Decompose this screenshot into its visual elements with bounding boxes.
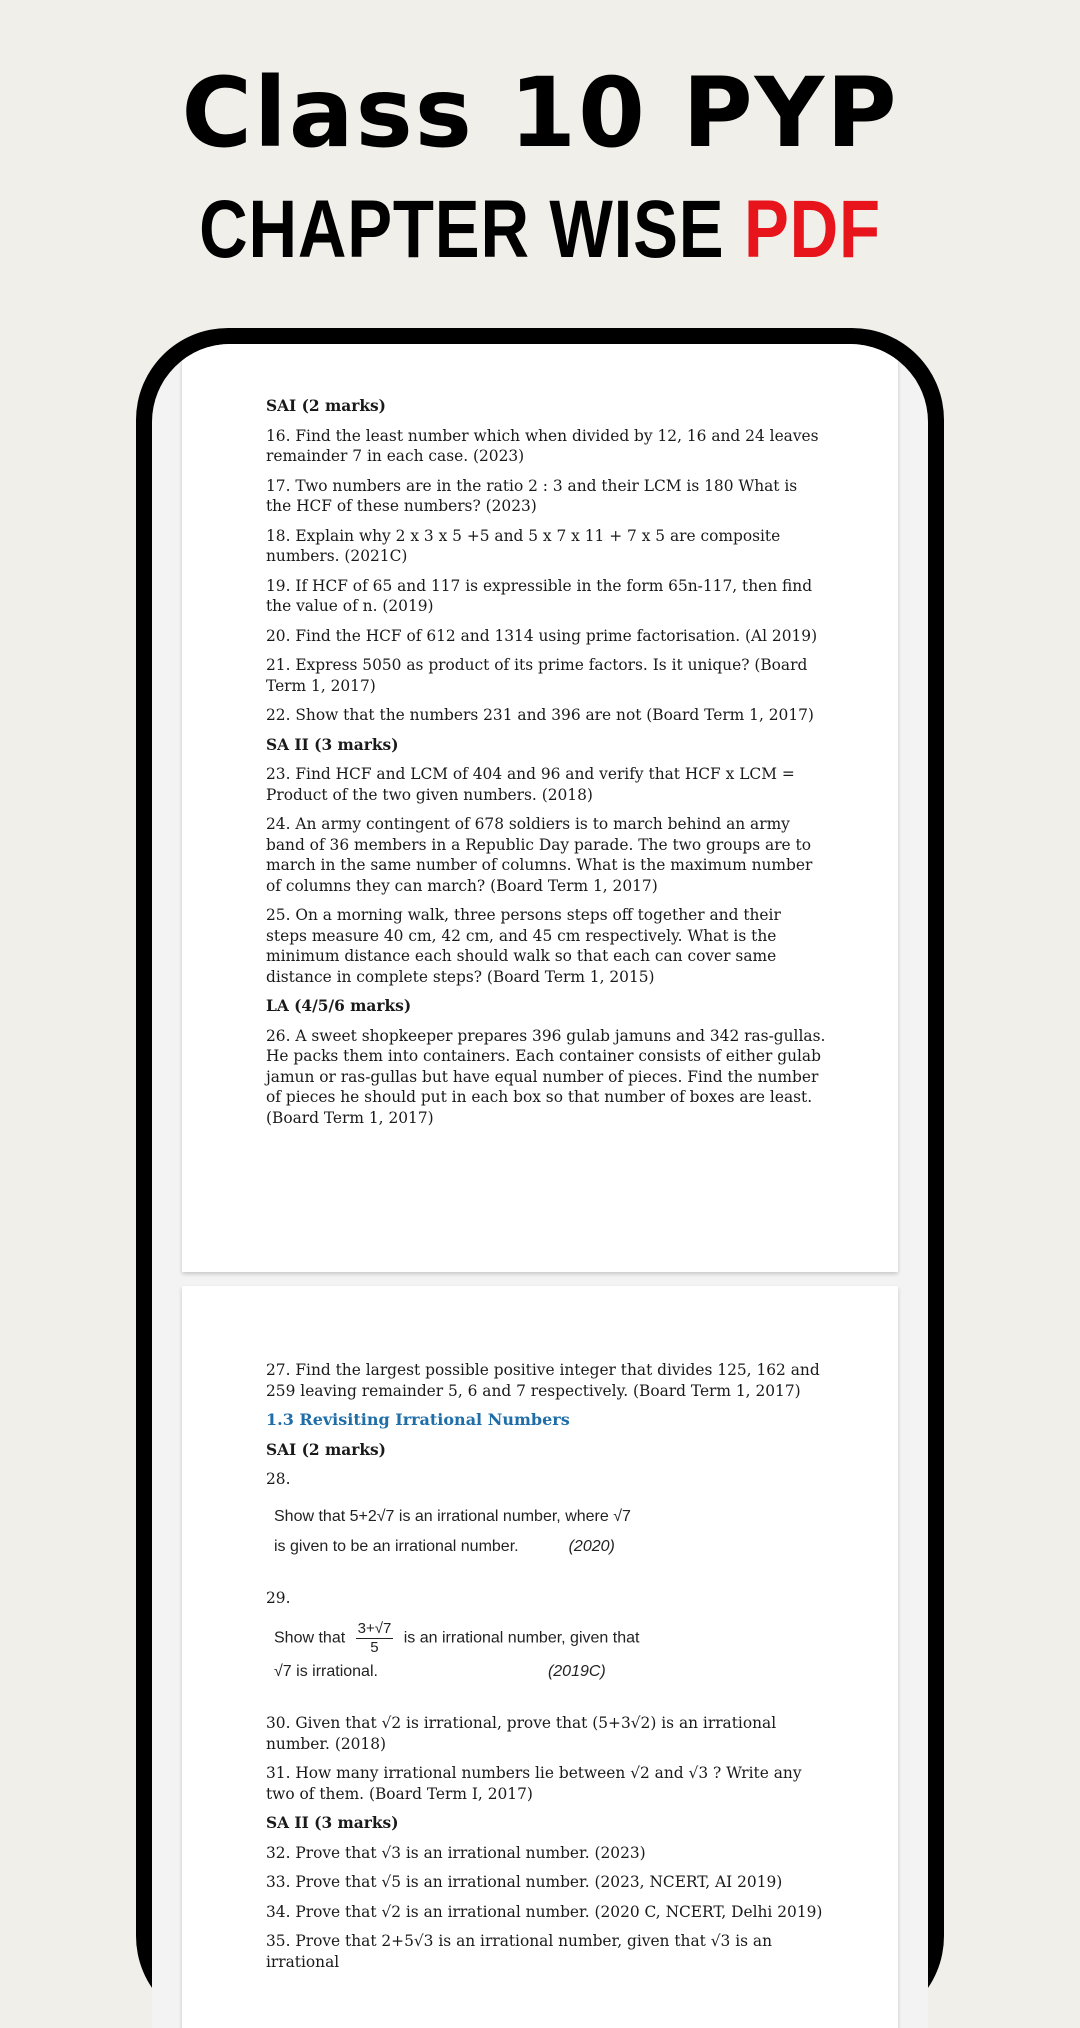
pdf-page-1[interactable] <box>182 344 898 1272</box>
question-30: 30. Given that √2 is irrational, prove that (5+3√2) is an irrational number. (2018) <box>266 1714 777 1753</box>
q29-root: √7 <box>274 1663 292 1680</box>
q28-root: √7 <box>613 1507 631 1525</box>
q29-year: (2019C) <box>547 1663 606 1680</box>
q29-line-2: is irrational. <box>291 1663 378 1680</box>
question-item: 20. Find the HCF of 612 and 1314 using prime factorisation. (Al 2019) <box>266 626 818 645</box>
section-heading: SA II (3 marks) <box>266 735 399 754</box>
question-item: 17. Two numbers are in the ratio 2 : 3 and their LCM is 180 What is the HCF of these numbers? (2023) <box>266 476 798 515</box>
chapter-heading: 1.3 Revisiting Irrational Numbers <box>266 1410 570 1429</box>
q29-text-2: is an irrational number, given that <box>399 1629 640 1647</box>
question-31: 31. How many irrational numbers lie between √2 and √3 ? Write any two of them. (Board Term I, 2017) <box>266 1764 802 1803</box>
question-item: 25. On a morning walk, three persons steps off together and their steps measure 40 cm, 42 cm, and 45 cm respectively. What is the minimum distance each should walk so that each can cover same distance in complete steps? (Board Term 1, 2015) <box>266 906 781 986</box>
question-item: 26. A sweet shopkeeper prepares 396 gulab jamuns and 342 ras-gullas. He packs them into containers. Each container consists of either gulab jamun or ras-gullas but have equal number of pieces. Find the number of pieces he should put in each box so that number of boxes are least. (Board Term 1, 2017) <box>266 1026 826 1127</box>
q28-text-1: Show that <box>274 1507 350 1525</box>
q28-text-2: is an irrational number, where <box>394 1507 614 1525</box>
question-34: 34. Prove that √2 is an irrational number. (2020 C, NCERT, Delhi 2019) <box>266 1902 823 1921</box>
promo-subtitle <box>97 180 983 280</box>
q28-line-2: is given to be an irrational number. <box>274 1537 519 1555</box>
question-item: 24. An army contingent of 678 soldiers is to march behind an army band of 36 members in a Republic Day parade. The two groups are to march in the same number of columns. What is the maximum number of columns they can march? (Board Term 1, 2017) <box>266 815 813 895</box>
section-heading-sa1: SAI (2 marks) <box>266 1440 386 1459</box>
question-29-number: 29. <box>266 1588 291 1607</box>
promo-title: Class 10 PYP <box>181 57 899 169</box>
question-32: 32. Prove that √3 is an irrational number. (2023) <box>266 1843 646 1862</box>
question-27: 27. Find the largest possible positive integer that divides 125, 162 and 259 leaving remainder 5, 6 and 7 respectively. (Board Term 1, 2017) <box>266 1361 820 1400</box>
q29-numerator: 3+√7 <box>357 1620 392 1637</box>
question-29-image <box>274 1620 826 1687</box>
question-35: 35. Prove that 2+5√3 is an irrational number, given that √3 is an irrational <box>266 1932 772 1971</box>
promo-subtitle-main: CHAPTER WISE <box>199 184 744 275</box>
section-heading: SAI (2 marks) <box>266 397 386 415</box>
promo-subtitle-highlight: PDF <box>743 184 881 275</box>
q28-expression: 5+2√7 <box>349 1507 395 1525</box>
question-28-number: 28. <box>266 1470 291 1488</box>
section-heading-sa2: SA II (3 marks) <box>266 1814 399 1832</box>
q28-year: (2020) <box>568 1537 615 1555</box>
question-item: 22. Show that the numbers 231 and 396 are not (Board Term 1, 2017) <box>266 706 814 724</box>
q29-fraction <box>356 1620 394 1657</box>
question-item: 18. Explain why 2 x 3 x 5 +5 and 5 x 7 x 11 + 7 x 5 are composite numbers. (2021C) <box>266 526 781 565</box>
question-item: 21. Express 5050 as product of its prime factors. Is it unique? (Board Term 1, 2017) <box>266 656 808 695</box>
pdf-page-2[interactable] <box>182 1286 898 2028</box>
section-heading: LA (4/5/6 marks) <box>266 997 412 1015</box>
phone-frame <box>136 328 944 2028</box>
pdf-viewer[interactable] <box>152 344 928 2028</box>
question-item: 16. Find the least number which when divided by 12, 16 and 24 leaves remainder 7 in each case. (2023) <box>266 426 819 465</box>
question-item: 19. If HCF of 65 and 117 is expressible in the form 65n-117, then find the value of n. (2019) <box>266 576 813 615</box>
page-1-content <box>266 396 826 1137</box>
page-2-content <box>266 1360 826 1981</box>
q29-denominator: 5 <box>370 1639 379 1656</box>
question-28-image <box>274 1502 826 1562</box>
question-item: 23. Find HCF and LCM of 404 and 96 and verify that HCF x LCM = Product of the two given numbers. (2018) <box>266 765 795 804</box>
q29-text-1: Show that <box>274 1629 350 1647</box>
question-33: 33. Prove that √5 is an irrational number. (2023, NCERT, AI 2019) <box>266 1873 783 1891</box>
